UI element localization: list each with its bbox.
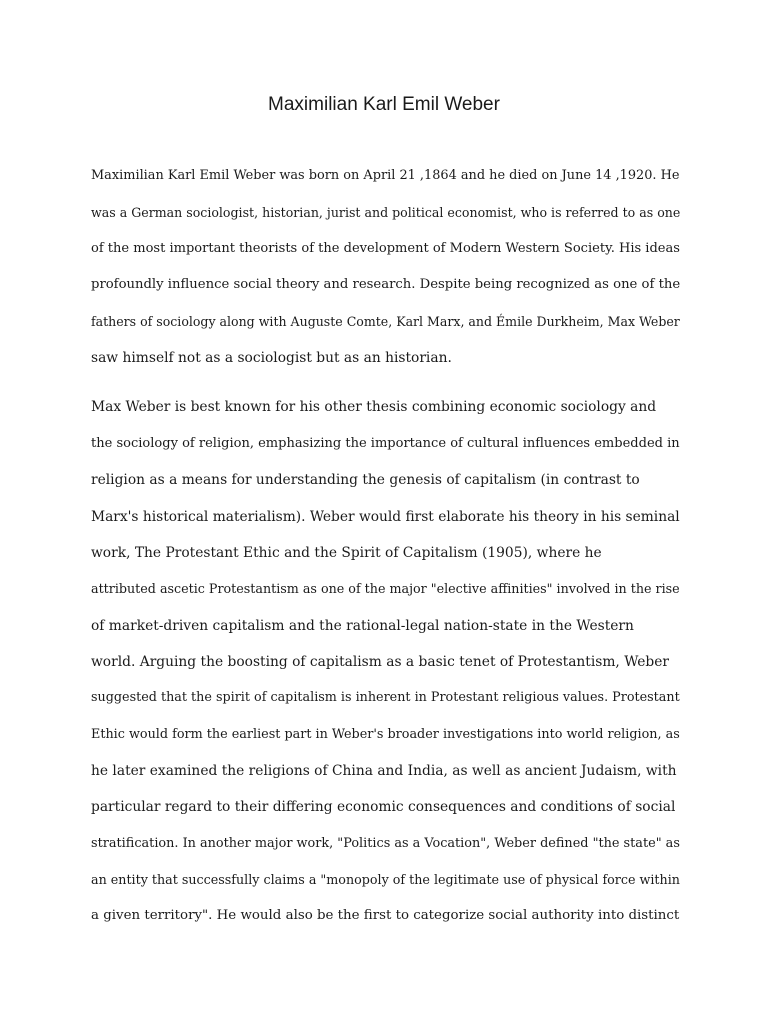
- paragraph-line: world. Arguing the boosting of capitalism as a basic tenet of Protestantism, Weber: [91, 654, 670, 670]
- paragraph-line: of market-driven capitalism and the rational-legal nation-state in the Western: [91, 618, 634, 634]
- paragraph-line: of the most important theorists of the development of Modern Western Society. His ideas: [91, 241, 680, 256]
- paragraph-line: a given territory". He would also be the first to categorize social authority into distinct: [91, 908, 680, 923]
- paragraph-line: Max Weber is best known for his other thesis combining economic sociology and: [91, 399, 657, 415]
- paragraph-line: attributed ascetic Protestantism as one of the major "elective affinities" involved in the rise: [91, 581, 680, 596]
- paragraph-line: an entity that successfully claims a "monopoly of the legitimate use of physical force within: [91, 872, 680, 887]
- paragraph-line: profoundly influence social theory and research. Despite being recognized as one of the: [91, 277, 681, 292]
- paragraph-line: Ethic would form the earliest part in Weber's broader investigations into world religion, as: [91, 727, 680, 742]
- paragraph-line: work, The Protestant Ethic and the Spirit of Capitalism (1905), where he: [91, 545, 602, 561]
- paragraph-line: fathers of sociology along with Auguste Comte, Karl Marx, and Émile Durkheim, Max Weber: [91, 314, 680, 329]
- paragraph-line: suggested that the spirit of capitalism is inherent in Protestant religious values. Protestant: [91, 690, 680, 705]
- paragraph-line: the sociology of religion, emphasizing the importance of cultural influences embedded in: [91, 436, 680, 451]
- paragraph-line: Maximilian Karl Emil Weber was born on April 21 ,1864 and he died on June 14 ,1920. He: [91, 168, 680, 183]
- paragraph-line: religion as a means for understanding the genesis of capitalism (in contrast to: [91, 472, 640, 488]
- paragraph-line: saw himself not as a sociologist but as an historian.: [91, 350, 452, 366]
- paragraph-line: stratification. In another major work, "Politics as a Vocation", Weber defined "the state" as: [91, 836, 680, 851]
- paragraph-line: was a German sociologist, historian, jurist and political economist, who is referred to as one: [91, 205, 681, 220]
- paragraph-line: Marx's historical materialism). Weber would first elaborate his theory in his seminal: [91, 509, 680, 525]
- paragraph-line: he later examined the religions of China and India, as well as ancient Judaism, with: [91, 763, 677, 779]
- document-title: Maximilian Karl Emil Weber: [268, 94, 500, 115]
- paragraph-line: particular regard to their differing economic consequences and conditions of social: [91, 799, 676, 815]
